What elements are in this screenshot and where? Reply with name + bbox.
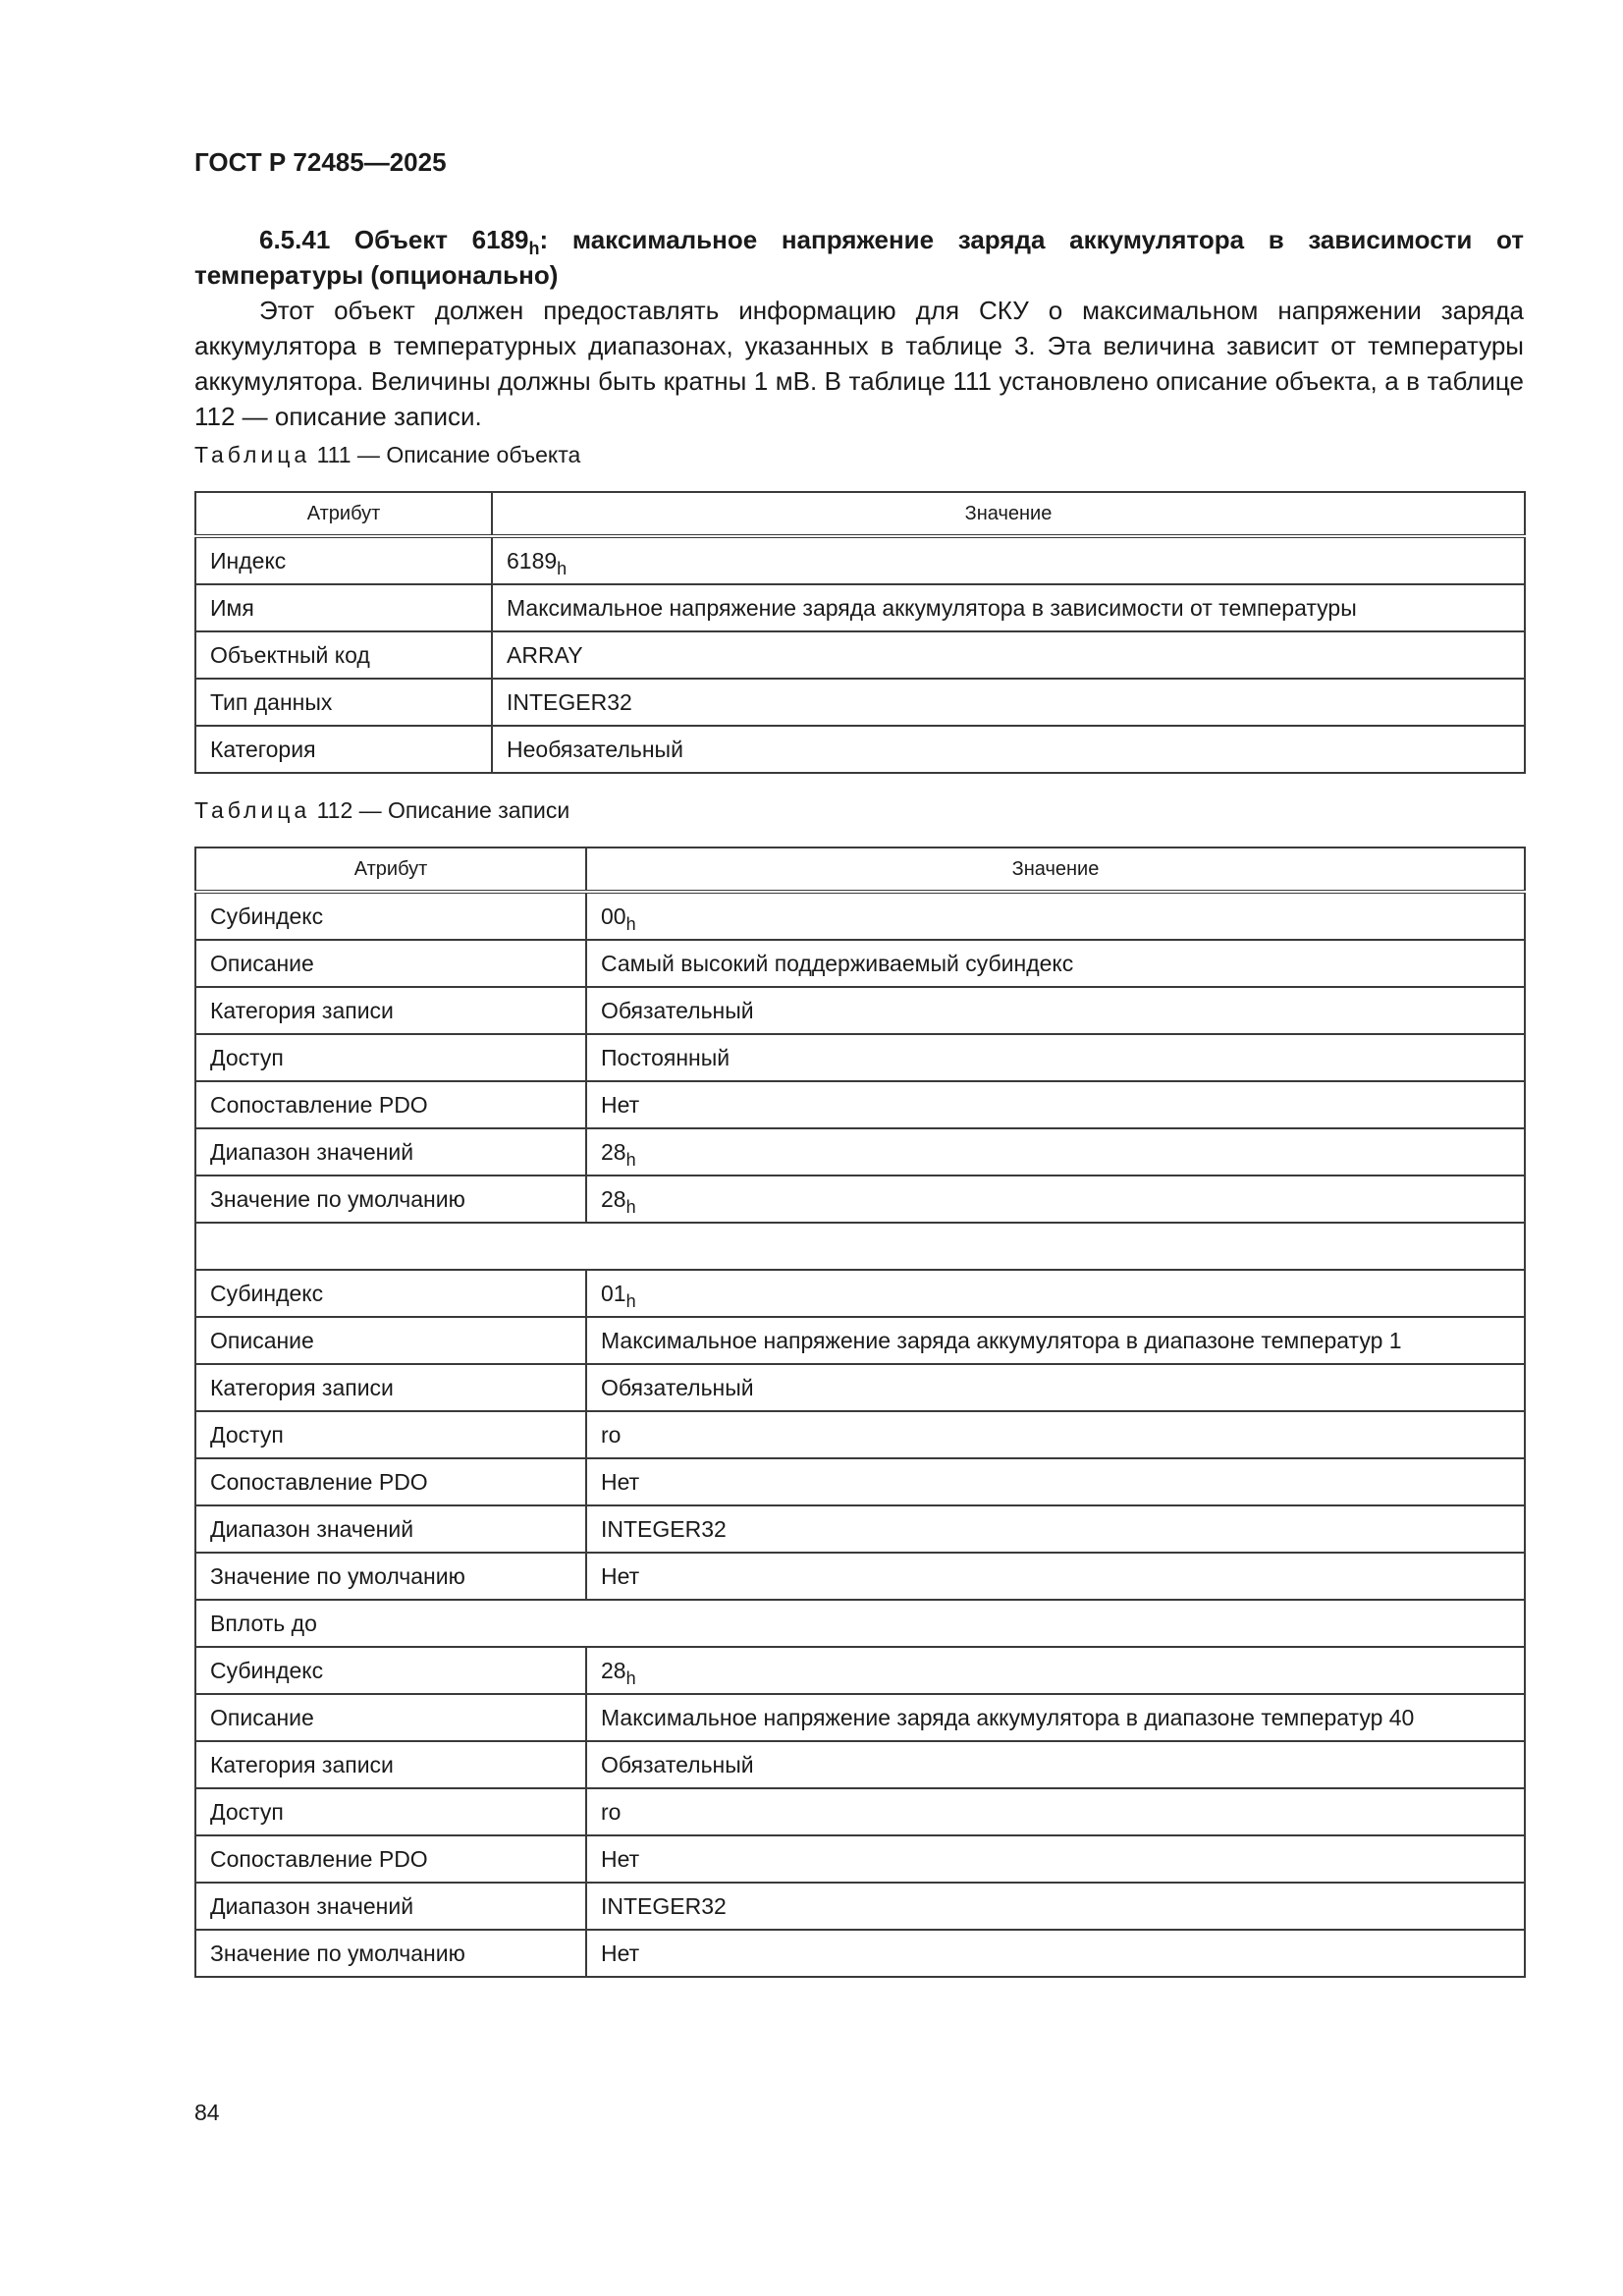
value-text: 28 [601,1657,626,1683]
attribute-cell: Описание [195,1694,586,1741]
attribute-cell: Диапазон значений [195,1883,586,1930]
value-subscript: h [625,913,636,934]
attribute-cell: Категория записи [195,1364,586,1411]
attribute-cell: Диапазон значений [195,1128,586,1175]
attribute-cell: Сопоставление PDO [195,1458,586,1505]
table-row [195,1081,1525,1128]
value-text: ro [601,1421,622,1448]
value-text: Нет [601,1468,640,1495]
heading-pre: 6.5.41 Объект 6189 [259,225,529,254]
section-heading [194,222,1524,293]
attribute-cell: Категория [195,726,492,773]
value-text: Самый высокий поддерживаемый субиндекс [601,950,1074,976]
attribute-cell: Сопоставление PDO [195,1081,586,1128]
column-header-attribute: Атрибут [195,847,586,892]
value-cell [586,1694,1525,1741]
value-cell [586,1458,1525,1505]
attribute-cell: Диапазон значений [195,1505,586,1553]
table-row [195,1835,1525,1883]
value-cell [492,584,1525,631]
table-112-caption [194,797,569,824]
value-cell [492,631,1525,679]
attribute-cell: Объектный код [195,631,492,679]
value-text: 28 [601,1185,626,1212]
attribute-cell: Индекс [195,536,492,584]
value-text: INTEGER32 [601,1515,727,1542]
value-text: 6189 [507,547,558,574]
section-body: Этот объект должен предоставлять информацию для СКУ о максимальном напряжении заряда аккумулятора в температурных диапазонах, указанных в таблице 3. Эта величина зависит от температуры аккумулятора. Величины должны быть кратны 1 мВ. В таблице 111 установлено описание объекта, а в таблице 112 — описание записи. [194,296,1524,431]
table-row [195,1034,1525,1081]
attribute-cell: Категория записи [195,987,586,1034]
merged-cell: Вплоть до [195,1600,1525,1647]
value-subscript: h [625,1196,636,1217]
value-cell [586,1835,1525,1883]
table-row [195,892,1525,940]
table-header-row [195,847,1525,892]
value-cell [586,1505,1525,1553]
value-text: INTEGER32 [507,688,632,715]
value-cell [586,892,1525,940]
table-row [195,1458,1525,1505]
table-row [195,679,1525,726]
value-cell [586,940,1525,987]
table-row [195,1223,1525,1270]
value-cell [492,536,1525,584]
value-subscript: h [557,558,568,578]
value-text: Обязательный [601,1374,754,1400]
value-subscript: h [625,1149,636,1170]
caption-word: Таблица [194,442,311,467]
caption-word: Таблица [194,797,311,823]
column-header-value: Значение [492,492,1525,536]
table-111-body [195,536,1525,773]
heading-post: : максимальное напряжение заряда аккумулятора в зависимости от температуры (опционально) [194,225,1524,290]
value-cell [586,1034,1525,1081]
table-header-row [195,492,1525,536]
table-row [195,1647,1525,1694]
attribute-cell: Субиндекс [195,1647,586,1694]
value-cell [586,1411,1525,1458]
value-cell [586,1553,1525,1600]
table-row [195,1411,1525,1458]
value-cell [586,1788,1525,1835]
table-row [195,1883,1525,1930]
value-text: Нет [601,1845,640,1872]
attribute-cell: Описание [195,940,586,987]
value-text: Постоянный [601,1044,730,1070]
attribute-cell: Значение по умолчанию [195,1175,586,1223]
value-subscript: h [625,1667,636,1688]
attribute-cell: Категория записи [195,1741,586,1788]
value-text: Максимальное напряжение заряда аккумулятора в зависимости от температуры [507,594,1357,621]
table-row [195,1128,1525,1175]
attribute-cell: Имя [195,584,492,631]
table-row [195,631,1525,679]
table-row [195,1930,1525,1977]
merged-cell [195,1223,1525,1270]
document-header: ГОСТ Р 72485—2025 [194,147,447,177]
value-cell [586,1270,1525,1317]
table-row [195,1175,1525,1223]
table-row [195,940,1525,987]
column-header-attribute: Атрибут [195,492,492,536]
attribute-cell: Значение по умолчанию [195,1553,586,1600]
table-row [195,1505,1525,1553]
caption-rest: 112 — Описание записи [310,797,570,823]
value-text: 00 [601,902,626,929]
value-text: Необязательный [507,736,683,762]
table-row [195,1270,1525,1317]
value-cell [586,1930,1525,1977]
table-row [195,1741,1525,1788]
value-cell [586,1364,1525,1411]
value-cell [492,679,1525,726]
value-text: Нет [601,1091,640,1118]
attribute-cell: Значение по умолчанию [195,1930,586,1977]
table-row [195,1600,1525,1647]
value-text: Нет [601,1940,640,1966]
table-row [195,1694,1525,1741]
attribute-cell: Сопоставление PDO [195,1835,586,1883]
value-text: 28 [601,1138,626,1165]
page-number: 84 [194,2100,220,2125]
value-text: 01 [601,1280,626,1306]
table-row [195,1317,1525,1364]
column-header-value: Значение [586,847,1525,892]
value-text: Обязательный [601,997,754,1023]
attribute-cell: Тип данных [195,679,492,726]
table-row [195,536,1525,584]
table-row [195,726,1525,773]
value-cell [586,1883,1525,1930]
table-111-caption [194,442,580,468]
section-6-5-41 [194,222,1524,434]
attribute-cell: Доступ [195,1411,586,1458]
attribute-cell: Доступ [195,1788,586,1835]
table-111 [194,491,1526,774]
attribute-cell: Описание [195,1317,586,1364]
table-112-body [195,892,1525,1977]
table-row [195,987,1525,1034]
attribute-cell: Субиндекс [195,892,586,940]
table-row [195,1553,1525,1600]
attribute-cell: Субиндекс [195,1270,586,1317]
value-text: Нет [601,1562,640,1589]
value-cell [586,1647,1525,1694]
value-subscript: h [625,1290,636,1311]
value-text: INTEGER32 [601,1892,727,1919]
value-text: Обязательный [601,1751,754,1777]
table-row [195,1364,1525,1411]
heading-sub: h [528,239,540,258]
value-cell [492,726,1525,773]
value-text: ARRAY [507,641,583,668]
value-cell [586,1081,1525,1128]
caption-rest: 111 — Описание объекта [310,442,581,467]
value-text: ro [601,1798,622,1825]
table-112 [194,847,1526,1978]
value-cell [586,1317,1525,1364]
value-cell [586,1175,1525,1223]
value-cell [586,1741,1525,1788]
value-text: Максимальное напряжение заряда аккумулятора в диапазоне температур 40 [601,1704,1415,1730]
table-row [195,1788,1525,1835]
table-row [195,584,1525,631]
value-cell [586,1128,1525,1175]
attribute-cell: Доступ [195,1034,586,1081]
value-text: Максимальное напряжение заряда аккумулятора в диапазоне температур 1 [601,1327,1402,1353]
value-cell [586,987,1525,1034]
